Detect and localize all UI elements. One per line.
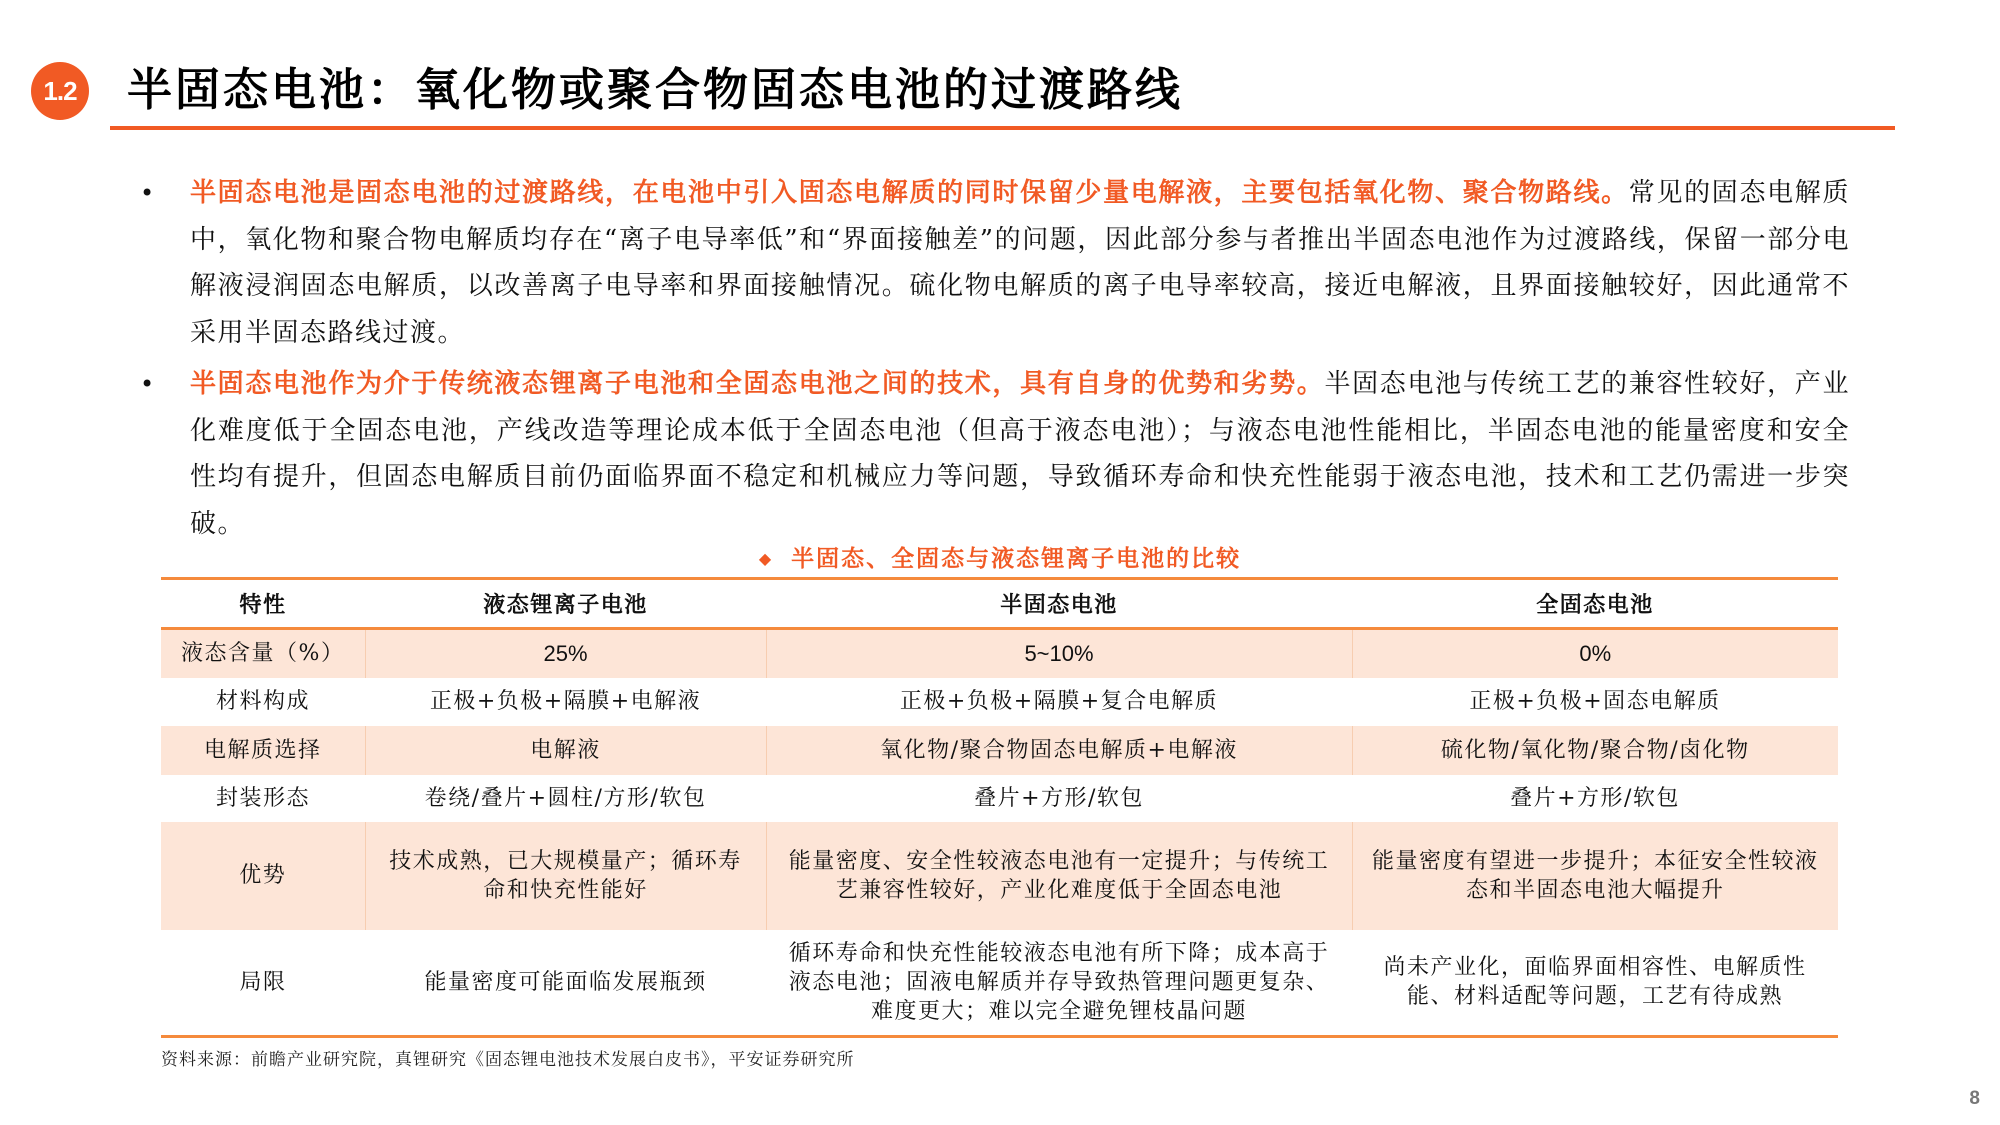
row-label: 局限 xyxy=(161,930,365,1037)
page-title: 半固态电池：氧化物或聚合物固态电池的过渡路线 xyxy=(127,63,1184,116)
table-row xyxy=(161,930,1838,1037)
row-label: 材料构成 xyxy=(215,689,310,714)
table-cell: 技术成熟，已大规模量产；循环寿命和快充性能好 xyxy=(365,822,766,930)
bullet-item xyxy=(140,361,1850,547)
table-row xyxy=(161,726,1838,775)
table-row xyxy=(161,678,1838,726)
table-cell: 卷绕/叠片+圆柱/方形/软包 xyxy=(424,785,707,811)
comparison-table xyxy=(161,577,1838,1038)
table-cell: 叠片+方形/软包 xyxy=(1510,785,1680,811)
table-row xyxy=(161,822,1838,930)
section-number-badge: 1.2 xyxy=(31,62,89,120)
table-cell: 硫化物/氧化物/聚合物/卤化物 xyxy=(1352,726,1838,775)
table-cell: 0% xyxy=(1352,629,1838,678)
table-cell: 能量密度可能面临发展瓶颈 xyxy=(365,930,766,1037)
table-cell: 循环寿命和快充性能较液态电池有所下降；成本高于液态电池；固液电解质并存导致热管理问题更复杂、难度更大；难以完全避免锂枝晶问题 xyxy=(766,930,1352,1037)
bullet-item xyxy=(140,170,1850,356)
table-row xyxy=(161,629,1838,678)
row-label: 电解质选择 xyxy=(161,726,365,775)
table-caption-text: 半固态、全固态与液态锂离子电池的比较 xyxy=(791,545,1242,572)
table-cell: 正极+负极+隔膜+电解液 xyxy=(429,689,702,714)
table-cell: 氧化物/聚合物固态电解质+电解液 xyxy=(766,726,1352,775)
row-label: 优势 xyxy=(161,822,365,930)
bullet-body: 半固态电池与传统工艺的兼容性较好，产业化难度低于全固态电池，产线改造等理论成本低于全固态电池（但高于液态电池）；与液态电池性能相比，半固态电池的能量密度和安全性均有提升，但固态电解质目前仍面临界面不稳定和机械应力等问题，导致循环寿命和快充性能弱于液态电池，技术和工艺仍需进一步突破。 xyxy=(190,369,1850,539)
column-header: 全固态电池 xyxy=(1352,579,1838,629)
diamond-icon: ◆ xyxy=(758,549,774,568)
table-cell: 5~10% xyxy=(766,629,1352,678)
table-header-row xyxy=(161,579,1838,629)
title-divider xyxy=(110,126,1895,130)
table-cell: 正极+负极+固态电解质 xyxy=(1469,689,1721,714)
bullet-dot-icon: • xyxy=(140,179,156,207)
table-cell: 25% xyxy=(365,629,766,678)
bullet-list xyxy=(140,170,1850,552)
table-cell: 电解液 xyxy=(365,726,766,775)
table-row xyxy=(161,775,1838,822)
row-label: 封装形态 xyxy=(215,785,310,811)
bullet-highlight: 半固态电池作为介于传统液态锂离子电池和全固态电池之间的技术，具有自身的优势和劣势。 xyxy=(190,369,1325,399)
table-cell: 叠片+方形/软包 xyxy=(974,785,1144,811)
table-cell: 尚未产业化，面临界面相容性、电解质性能、材料适配等问题，工艺有待成熟 xyxy=(1352,930,1838,1037)
table-cell: 能量密度有望进一步提升；本征安全性较液态和半固态电池大幅提升 xyxy=(1352,822,1838,930)
table-cell: 能量密度、安全性较液态电池有一定提升；与传统工艺兼容性较好，产业化难度低于全固态电池 xyxy=(766,822,1352,930)
source-note: 资料来源：前瞻产业研究院，真锂研究《固态锂电池技术发展白皮书》，平安证券研究所 xyxy=(161,1050,855,1070)
column-header: 液态锂离子电池 xyxy=(365,579,766,629)
row-label: 液态含量（%） xyxy=(161,629,365,678)
table-cell: 正极+负极+隔膜+复合电解质 xyxy=(899,689,1219,714)
page-number: 8 xyxy=(1969,1088,1980,1109)
column-header: 特性 xyxy=(161,579,365,629)
bullet-highlight: 半固态电池是固态电池的过渡路线，在电池中引入固态电解质的同时保留少量电解液，主要包括氧化物、聚合物路线。 xyxy=(190,178,1629,208)
table-caption xyxy=(0,540,2000,573)
column-header: 半固态电池 xyxy=(766,579,1352,629)
bullet-body: 常见的固态电解质中，氧化物和聚合物电解质均存在“离子电导率低”和“界面接触差”的问题，因此部分参与者推出半固态电池作为过渡路线，保留一部分电解液浸润固态电解质，以改善离子电导率和界面接触情况。硫化物电解质的离子电导率较高，接近电解液，且界面接触较好，因此通常不采用半固态路线过渡。 xyxy=(190,178,1850,348)
bullet-dot-icon: • xyxy=(140,370,156,398)
